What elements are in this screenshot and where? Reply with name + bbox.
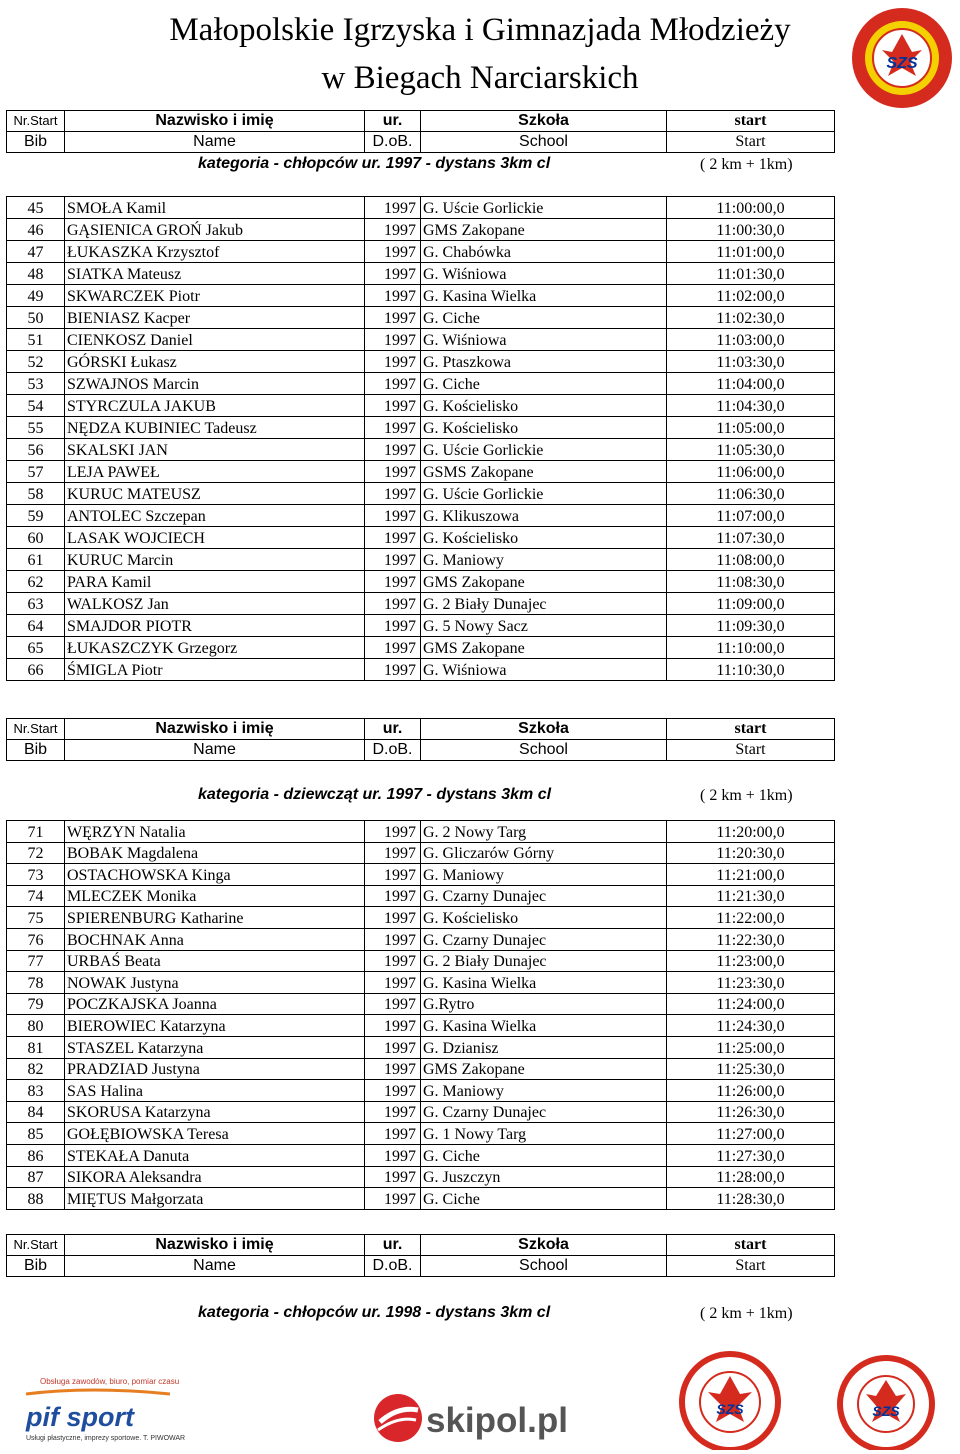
start-time-cell: 11:06:00,0 <box>667 461 835 483</box>
bib-cell: 65 <box>7 637 65 659</box>
year-cell: 1997 <box>365 483 421 505</box>
header-dob: D.oB. <box>365 132 421 153</box>
table-row <box>7 615 835 637</box>
school-cell: G. Gliczarów Górny <box>421 842 667 864</box>
table-row <box>7 373 835 395</box>
table-row <box>7 439 835 461</box>
name-cell: BIENIASZ Kacper <box>65 307 365 329</box>
name-cell: NĘDZA KUBINIEC Tadeusz <box>65 417 365 439</box>
bib-cell: 86 <box>7 1144 65 1166</box>
school-cell: G. 2 Biały Dunajec <box>421 593 667 615</box>
school-cell: GSMS Zakopane <box>421 461 667 483</box>
table-row <box>7 285 835 307</box>
distance-label-1: ( 2 km + 1km) <box>700 156 793 173</box>
year-cell: 1997 <box>365 907 421 929</box>
szs-logo <box>848 6 956 110</box>
header-ur: ur. <box>365 111 421 132</box>
year-cell: 1997 <box>365 950 421 972</box>
start-time-cell: 11:03:00,0 <box>667 329 835 351</box>
start-time-cell: 11:24:30,0 <box>667 1015 835 1037</box>
bib-cell: 66 <box>7 659 65 681</box>
school-cell: G.Rytro <box>421 993 667 1015</box>
bib-cell: 78 <box>7 972 65 994</box>
header-dob: D.oB. <box>365 740 421 761</box>
name-cell: PARA Kamil <box>65 571 365 593</box>
start-list-girls-1997 <box>6 820 835 1210</box>
bib-cell: 51 <box>7 329 65 351</box>
distance-label-2: ( 2 km + 1km) <box>700 787 793 804</box>
school-cell: G. Kasina Wielka <box>421 1015 667 1037</box>
table-row <box>7 197 835 219</box>
name-cell: SZWAJNOS Marcin <box>65 373 365 395</box>
bib-cell: 62 <box>7 571 65 593</box>
table-row <box>7 461 835 483</box>
pif-name: pif sport <box>26 1402 134 1432</box>
school-cell: G. Dzianisz <box>421 1036 667 1058</box>
school-cell: G. Czarny Dunajec <box>421 928 667 950</box>
table-row <box>7 395 835 417</box>
table-row <box>7 1166 835 1188</box>
year-cell: 1997 <box>365 1036 421 1058</box>
school-cell: G. 5 Nowy Sacz <box>421 615 667 637</box>
table-row <box>7 972 835 994</box>
school-cell: G. Kościelisko <box>421 907 667 929</box>
year-cell: 1997 <box>365 1015 421 1037</box>
school-cell: G. Chabówka <box>421 241 667 263</box>
year-cell: 1997 <box>365 197 421 219</box>
school-cell: G. Uście Gorlickie <box>421 439 667 461</box>
table-row <box>7 950 835 972</box>
table-row <box>7 993 835 1015</box>
name-cell: SAS Halina <box>65 1080 365 1102</box>
table-row <box>7 307 835 329</box>
bib-cell: 59 <box>7 505 65 527</box>
name-cell: SMAJDOR PIOTR <box>65 615 365 637</box>
bib-cell: 58 <box>7 483 65 505</box>
name-cell: BIEROWIEC Katarzyna <box>65 1015 365 1037</box>
szs-logo-bottom-2 <box>840 1358 932 1450</box>
year-cell: 1997 <box>365 659 421 681</box>
year-cell: 1997 <box>365 821 421 843</box>
name-cell: CIENKOSZ Daniel <box>65 329 365 351</box>
name-cell: GOŁĘBIOWSKA Teresa <box>65 1123 365 1145</box>
header-nr: Nr.Start <box>7 111 65 132</box>
header-start: start <box>667 1235 835 1256</box>
header-nr: Nr.Start <box>7 1235 65 1256</box>
name-cell: SIKORA Aleksandra <box>65 1166 365 1188</box>
school-cell: G. 2 Nowy Targ <box>421 821 667 843</box>
start-time-cell: 11:28:00,0 <box>667 1166 835 1188</box>
header-start-en: Start <box>667 740 835 761</box>
table-row <box>7 1144 835 1166</box>
start-time-cell: 11:00:30,0 <box>667 219 835 241</box>
header-bib: Bib <box>7 132 65 153</box>
year-cell: 1997 <box>365 571 421 593</box>
name-cell: KURUC MATEUSZ <box>65 483 365 505</box>
bib-cell: 80 <box>7 1015 65 1037</box>
header-ur: ur. <box>365 1235 421 1256</box>
name-cell: MIĘTUS Małgorzata <box>65 1188 365 1210</box>
name-cell: STASZEL Katarzyna <box>65 1036 365 1058</box>
start-time-cell: 11:01:00,0 <box>667 241 835 263</box>
name-cell: SPIERENBURG Katharine <box>65 907 365 929</box>
year-cell: 1997 <box>365 307 421 329</box>
pif-subtitle: Usługi płastyczne, imprezy sportowe. T. PIWOWAR <box>26 1435 186 1442</box>
category-label-1: kategoria - chłopców ur. 1997 - dystans 3km cl <box>198 155 551 172</box>
start-time-cell: 11:27:00,0 <box>667 1123 835 1145</box>
column-header-table-2 <box>6 718 835 761</box>
year-cell: 1997 <box>365 527 421 549</box>
year-cell: 1997 <box>365 972 421 994</box>
header-school: Szkoła <box>421 1235 667 1256</box>
svg-text:SZS: SZS <box>886 55 918 72</box>
bib-cell: 45 <box>7 197 65 219</box>
school-cell: G. Uście Gorlickie <box>421 197 667 219</box>
bib-cell: 46 <box>7 219 65 241</box>
start-time-cell: 11:24:00,0 <box>667 993 835 1015</box>
name-cell: SKWARCZEK Piotr <box>65 285 365 307</box>
bib-cell: 71 <box>7 821 65 843</box>
start-time-cell: 11:09:30,0 <box>667 615 835 637</box>
start-time-cell: 11:07:00,0 <box>667 505 835 527</box>
school-cell: G. Wiśniowa <box>421 659 667 681</box>
name-cell: POCZKAJSKA Joanna <box>65 993 365 1015</box>
year-cell: 1997 <box>365 615 421 637</box>
bib-cell: 60 <box>7 527 65 549</box>
bib-cell: 47 <box>7 241 65 263</box>
school-cell: G. Uście Gorlickie <box>421 483 667 505</box>
header-name-en: Name <box>65 740 365 761</box>
school-cell: GMS Zakopane <box>421 219 667 241</box>
start-time-cell: 11:04:30,0 <box>667 395 835 417</box>
table-row <box>7 928 835 950</box>
skipol-logo <box>374 1394 568 1442</box>
start-time-cell: 11:10:00,0 <box>667 637 835 659</box>
year-cell: 1997 <box>365 993 421 1015</box>
start-time-cell: 11:09:00,0 <box>667 593 835 615</box>
distance-label-3: ( 2 km + 1km) <box>700 1305 793 1322</box>
year-cell: 1997 <box>365 373 421 395</box>
school-cell: G. Czarny Dunajec <box>421 1101 667 1123</box>
table-row <box>7 842 835 864</box>
year-cell: 1997 <box>365 219 421 241</box>
table-row <box>7 483 835 505</box>
year-cell: 1997 <box>365 1080 421 1102</box>
school-cell: G. Ciche <box>421 307 667 329</box>
bib-cell: 50 <box>7 307 65 329</box>
year-cell: 1997 <box>365 351 421 373</box>
year-cell: 1997 <box>365 1101 421 1123</box>
header-start-en: Start <box>667 1256 835 1277</box>
start-time-cell: 11:26:30,0 <box>667 1101 835 1123</box>
school-cell: G. Maniowy <box>421 549 667 571</box>
year-cell: 1997 <box>365 864 421 886</box>
start-time-cell: 11:01:30,0 <box>667 263 835 285</box>
table-row <box>7 885 835 907</box>
year-cell: 1997 <box>365 842 421 864</box>
year-cell: 1997 <box>365 285 421 307</box>
table-row <box>7 593 835 615</box>
header-name: Nazwisko i imię <box>65 1235 365 1256</box>
start-time-cell: 11:05:30,0 <box>667 439 835 461</box>
name-cell: OSTACHOWSKA Kinga <box>65 864 365 886</box>
year-cell: 1997 <box>365 263 421 285</box>
name-cell: ŁUKASZCZYK Grzegorz <box>65 637 365 659</box>
name-cell: SMOŁA Kamil <box>65 197 365 219</box>
header-name: Nazwisko i imię <box>65 111 365 132</box>
start-time-cell: 11:21:30,0 <box>667 885 835 907</box>
name-cell: GĄSIENICA GROŃ Jakub <box>65 219 365 241</box>
header-school-en: School <box>421 1256 667 1277</box>
name-cell: STEKAŁA Danuta <box>65 1144 365 1166</box>
header-school-en: School <box>421 740 667 761</box>
column-header-table-1 <box>6 110 835 153</box>
start-list-boys-1997 <box>6 196 835 681</box>
header-school: Szkoła <box>421 111 667 132</box>
year-cell: 1997 <box>365 241 421 263</box>
table-row <box>7 571 835 593</box>
year-cell: 1997 <box>365 1188 421 1210</box>
start-time-cell: 11:28:30,0 <box>667 1188 835 1210</box>
name-cell: BOCHNAK Anna <box>65 928 365 950</box>
name-cell: SKORUSA Katarzyna <box>65 1101 365 1123</box>
header-name: Nazwisko i imię <box>65 719 365 740</box>
start-time-cell: 11:06:30,0 <box>667 483 835 505</box>
start-time-cell: 11:07:30,0 <box>667 527 835 549</box>
year-cell: 1997 <box>365 637 421 659</box>
bib-cell: 83 <box>7 1080 65 1102</box>
start-time-cell: 11:23:30,0 <box>667 972 835 994</box>
table-row <box>7 219 835 241</box>
page-title-line-2: w Biegach Narciarskich <box>321 60 639 96</box>
bib-cell: 53 <box>7 373 65 395</box>
szs-logo-bottom-1 <box>682 1354 778 1450</box>
bib-cell: 49 <box>7 285 65 307</box>
table-row <box>7 505 835 527</box>
bib-cell: 84 <box>7 1101 65 1123</box>
table-row <box>7 1080 835 1102</box>
year-cell: 1997 <box>365 439 421 461</box>
header-name-en: Name <box>65 1256 365 1277</box>
bib-cell: 81 <box>7 1036 65 1058</box>
bib-cell: 61 <box>7 549 65 571</box>
year-cell: 1997 <box>365 1058 421 1080</box>
table-row <box>7 329 835 351</box>
school-cell: G. Kościelisko <box>421 395 667 417</box>
name-cell: URBAŚ Beata <box>65 950 365 972</box>
start-time-cell: 11:02:00,0 <box>667 285 835 307</box>
category-label-2: kategoria - dziewcząt ur. 1997 - dystans 3km cl <box>198 786 552 803</box>
name-cell: BOBAK Magdalena <box>65 842 365 864</box>
start-time-cell: 11:27:30,0 <box>667 1144 835 1166</box>
start-time-cell: 11:00:00,0 <box>667 197 835 219</box>
name-cell: WALKOSZ Jan <box>65 593 365 615</box>
szs-text-2: SZS <box>872 1403 900 1419</box>
year-cell: 1997 <box>365 461 421 483</box>
name-cell: WĘRZYN Natalia <box>65 821 365 843</box>
start-time-cell: 11:20:30,0 <box>667 842 835 864</box>
school-cell: G. Kasina Wielka <box>421 972 667 994</box>
bib-cell: 73 <box>7 864 65 886</box>
header-start-en: Start <box>667 132 835 153</box>
year-cell: 1997 <box>365 1144 421 1166</box>
year-cell: 1997 <box>365 395 421 417</box>
name-cell: ŚMIGLA Piotr <box>65 659 365 681</box>
table-row <box>7 864 835 886</box>
start-time-cell: 11:04:00,0 <box>667 373 835 395</box>
start-time-cell: 11:02:30,0 <box>667 307 835 329</box>
year-cell: 1997 <box>365 593 421 615</box>
year-cell: 1997 <box>365 1166 421 1188</box>
start-time-cell: 11:23:00,0 <box>667 950 835 972</box>
bib-cell: 85 <box>7 1123 65 1145</box>
pif-sport-logo <box>25 1377 185 1442</box>
table-row <box>7 417 835 439</box>
start-time-cell: 11:05:00,0 <box>667 417 835 439</box>
school-cell: G. Ptaszkowa <box>421 351 667 373</box>
school-cell: G. Klikuszowa <box>421 505 667 527</box>
table-row <box>7 241 835 263</box>
year-cell: 1997 <box>365 928 421 950</box>
table-row <box>7 1123 835 1145</box>
header-school: Szkoła <box>421 719 667 740</box>
bib-cell: 82 <box>7 1058 65 1080</box>
header-start: start <box>667 111 835 132</box>
bib-cell: 76 <box>7 928 65 950</box>
bib-cell: 64 <box>7 615 65 637</box>
bib-cell: 63 <box>7 593 65 615</box>
bib-cell: 79 <box>7 993 65 1015</box>
table-row <box>7 1101 835 1123</box>
year-cell: 1997 <box>365 329 421 351</box>
start-time-cell: 11:22:00,0 <box>667 907 835 929</box>
header-name-en: Name <box>65 132 365 153</box>
school-cell: G. Kościelisko <box>421 527 667 549</box>
school-cell: G. Czarny Dunajec <box>421 885 667 907</box>
category-label-3: kategoria - chłopców ur. 1998 - dystans 3km cl <box>198 1304 551 1321</box>
year-cell: 1997 <box>365 549 421 571</box>
table-row <box>7 263 835 285</box>
start-time-cell: 11:25:00,0 <box>667 1036 835 1058</box>
school-cell: G. Ciche <box>421 1188 667 1210</box>
bib-cell: 55 <box>7 417 65 439</box>
sponsor-logos <box>0 1350 960 1450</box>
column-header-table-3 <box>6 1234 835 1277</box>
bib-cell: 54 <box>7 395 65 417</box>
name-cell: GÓRSKI Łukasz <box>65 351 365 373</box>
school-cell: G. Kościelisko <box>421 417 667 439</box>
name-cell: LASAK WOJCIECH <box>65 527 365 549</box>
start-time-cell: 11:25:30,0 <box>667 1058 835 1080</box>
start-time-cell: 11:26:00,0 <box>667 1080 835 1102</box>
bib-cell: 72 <box>7 842 65 864</box>
school-cell: G. 1 Nowy Targ <box>421 1123 667 1145</box>
name-cell: SIATKA Mateusz <box>65 263 365 285</box>
school-cell: G. Juszczyn <box>421 1166 667 1188</box>
table-row <box>7 821 835 843</box>
header-bib: Bib <box>7 740 65 761</box>
table-row <box>7 1036 835 1058</box>
year-cell: 1997 <box>365 885 421 907</box>
bib-cell: 88 <box>7 1188 65 1210</box>
bib-cell: 52 <box>7 351 65 373</box>
start-time-cell: 11:10:30,0 <box>667 659 835 681</box>
name-cell: LEJA PAWEŁ <box>65 461 365 483</box>
header-start: start <box>667 719 835 740</box>
start-time-cell: 11:03:30,0 <box>667 351 835 373</box>
name-cell: KURUC Marcin <box>65 549 365 571</box>
bib-cell: 57 <box>7 461 65 483</box>
table-row <box>7 351 835 373</box>
school-cell: GMS Zakopane <box>421 637 667 659</box>
table-row <box>7 907 835 929</box>
bib-cell: 56 <box>7 439 65 461</box>
bib-cell: 87 <box>7 1166 65 1188</box>
school-cell: GMS Zakopane <box>421 1058 667 1080</box>
pif-tagline: Obsługa zawodów, biuro, pomiar czasu <box>40 1377 180 1386</box>
header-dob: D.oB. <box>365 1256 421 1277</box>
table-row <box>7 1058 835 1080</box>
bib-cell: 75 <box>7 907 65 929</box>
table-row <box>7 527 835 549</box>
school-cell: G. Ciche <box>421 373 667 395</box>
school-cell: G. Maniowy <box>421 864 667 886</box>
bib-cell: 48 <box>7 263 65 285</box>
start-time-cell: 11:22:30,0 <box>667 928 835 950</box>
table-row <box>7 1015 835 1037</box>
year-cell: 1997 <box>365 505 421 527</box>
school-cell: G. Kasina Wielka <box>421 285 667 307</box>
table-row <box>7 549 835 571</box>
start-time-cell: 11:08:30,0 <box>667 571 835 593</box>
start-time-cell: 11:08:00,0 <box>667 549 835 571</box>
header-school-en: School <box>421 132 667 153</box>
school-cell: G. 2 Biały Dunajec <box>421 950 667 972</box>
name-cell: SKALSKI JAN <box>65 439 365 461</box>
school-cell: GMS Zakopane <box>421 571 667 593</box>
year-cell: 1997 <box>365 417 421 439</box>
szs-text-1: SZS <box>716 1401 744 1417</box>
start-time-cell: 11:21:00,0 <box>667 864 835 886</box>
table-row <box>7 1188 835 1210</box>
school-cell: G. Wiśniowa <box>421 329 667 351</box>
header-nr: Nr.Start <box>7 719 65 740</box>
table-row <box>7 659 835 681</box>
name-cell: PRADZIAD Justyna <box>65 1058 365 1080</box>
school-cell: G. Ciche <box>421 1144 667 1166</box>
school-cell: G. Maniowy <box>421 1080 667 1102</box>
name-cell: ŁUKASZKA Krzysztof <box>65 241 365 263</box>
bib-cell: 74 <box>7 885 65 907</box>
name-cell: MLECZEK Monika <box>65 885 365 907</box>
name-cell: NOWAK Justyna <box>65 972 365 994</box>
skipol-text: skipol.pl <box>426 1401 568 1440</box>
start-time-cell: 11:20:00,0 <box>667 821 835 843</box>
header-bib: Bib <box>7 1256 65 1277</box>
name-cell: STYRCZULA JAKUB <box>65 395 365 417</box>
school-cell: G. Wiśniowa <box>421 263 667 285</box>
page-title-line-1: Małopolskie Igrzyska i Gimnazjada Młodzieży <box>169 12 791 48</box>
year-cell: 1997 <box>365 1123 421 1145</box>
bib-cell: 77 <box>7 950 65 972</box>
name-cell: ANTOLEC Szczepan <box>65 505 365 527</box>
table-row <box>7 637 835 659</box>
header-ur: ur. <box>365 719 421 740</box>
